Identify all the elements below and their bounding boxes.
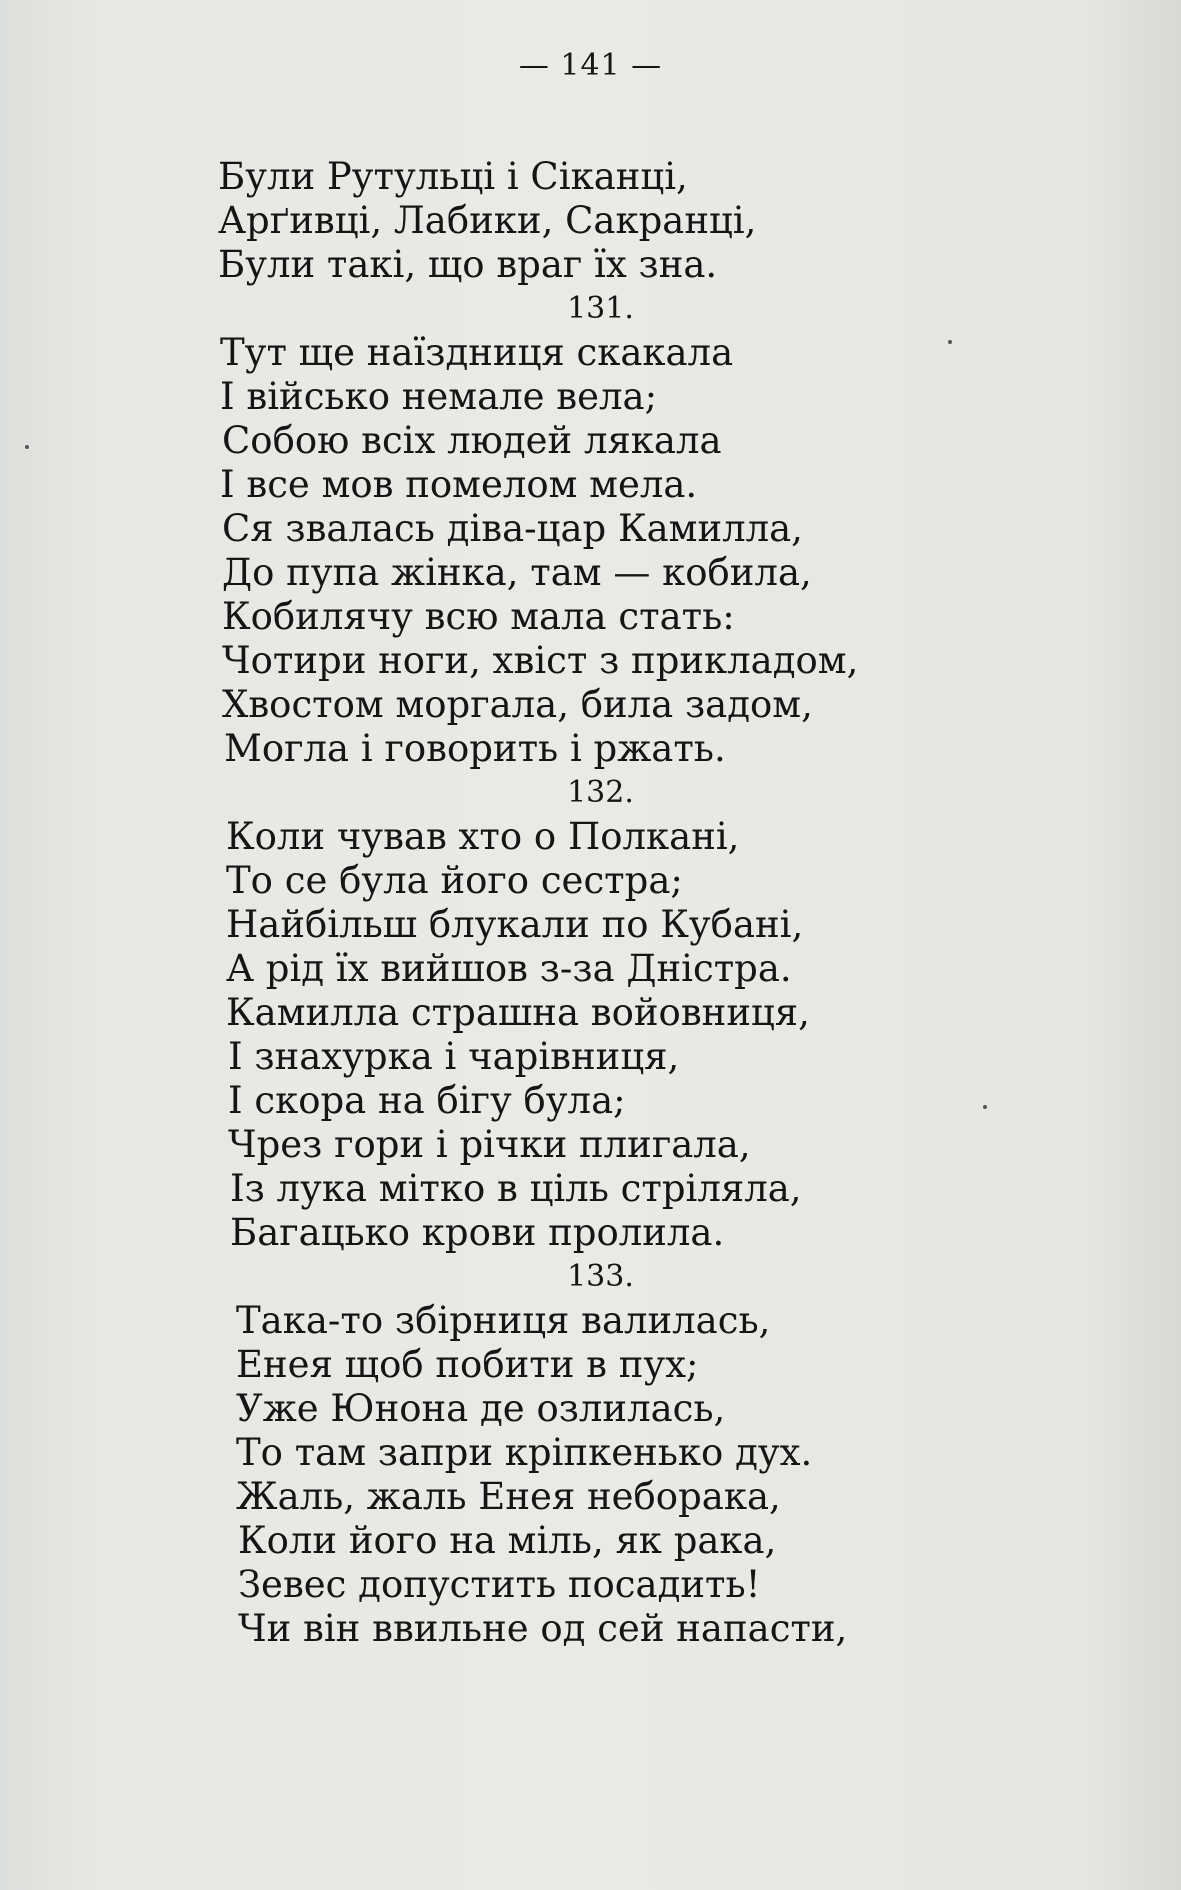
poem-line: Ся звалась діва-цар Камилла, [222,507,803,550]
poem-text [0,155,1181,1651]
poem-line: А рід їх вийшов з-за Дністра. [226,947,792,990]
poem-line: Чотири ноги, хвіст з прикладом, [222,639,859,682]
poem-line: Із лука мітко в ціль стріляла, [230,1167,802,1210]
poem-line: Енея щоб побити в пух; [236,1343,699,1386]
poem-line: Камилла страшна войовниця, [226,991,810,1034]
poem-line: Коли його на міль, як рака, [238,1519,777,1562]
poem-line: Уже Юнона де озлилась, [236,1387,726,1430]
poem-line: Чрез гори і річки плигала, [228,1123,751,1166]
poem-line: Кобилячу всю мала стать: [222,595,735,638]
poem-line: І скора на бігу була; [228,1079,626,1122]
poem-line: Зевес допустить посадить! [238,1563,761,1606]
poem-line: Хвостом моргала, била задом, [222,683,813,726]
poem-line: Коли чував хто о Полкані, [226,815,740,858]
print-speck [25,445,29,449]
poem-line: І військо немале вела; [220,375,658,418]
print-speck [983,1105,987,1109]
poem-line: До пупа жінка, там — кобила, [222,551,812,594]
poem-line: Могла і говорить і ржать. [224,727,726,770]
print-speck [948,340,952,344]
poem-line: І все мов помелом мела. [220,463,698,506]
poem-line: Така-то збірниця валилась, [236,1299,771,1342]
stanza-number: 132. [567,775,634,810]
page-number: — 141 — [518,48,663,83]
poem-line: Чи він ввильне од сей напасти, [238,1607,848,1650]
poem-line: Найбільш блукали по Кубані, [226,903,804,946]
stanza-number: 133. [567,1259,634,1294]
stanza-number: 131. [567,291,634,326]
poem-line: Тут ще наїздниця скакала [220,331,734,374]
poem-line: І знахурка і чарівниця, [228,1035,680,1078]
poem-line: Були Рутульці і Сіканці, [218,155,688,198]
poem-line: Арґивці, Лабики, Сакранці, [218,199,757,242]
poem-line: То се була його сестра; [226,859,683,902]
poem-line: Багацько крови пролила. [230,1211,725,1254]
poem-line: Собою всіх людей лякала [222,419,722,462]
poem-line: Жаль, жаль Енея неборака, [236,1475,781,1518]
poem-line: Були такі, що враг їх зна. [218,243,718,286]
poem-line: То там запри кріпкенько дух. [236,1431,813,1474]
